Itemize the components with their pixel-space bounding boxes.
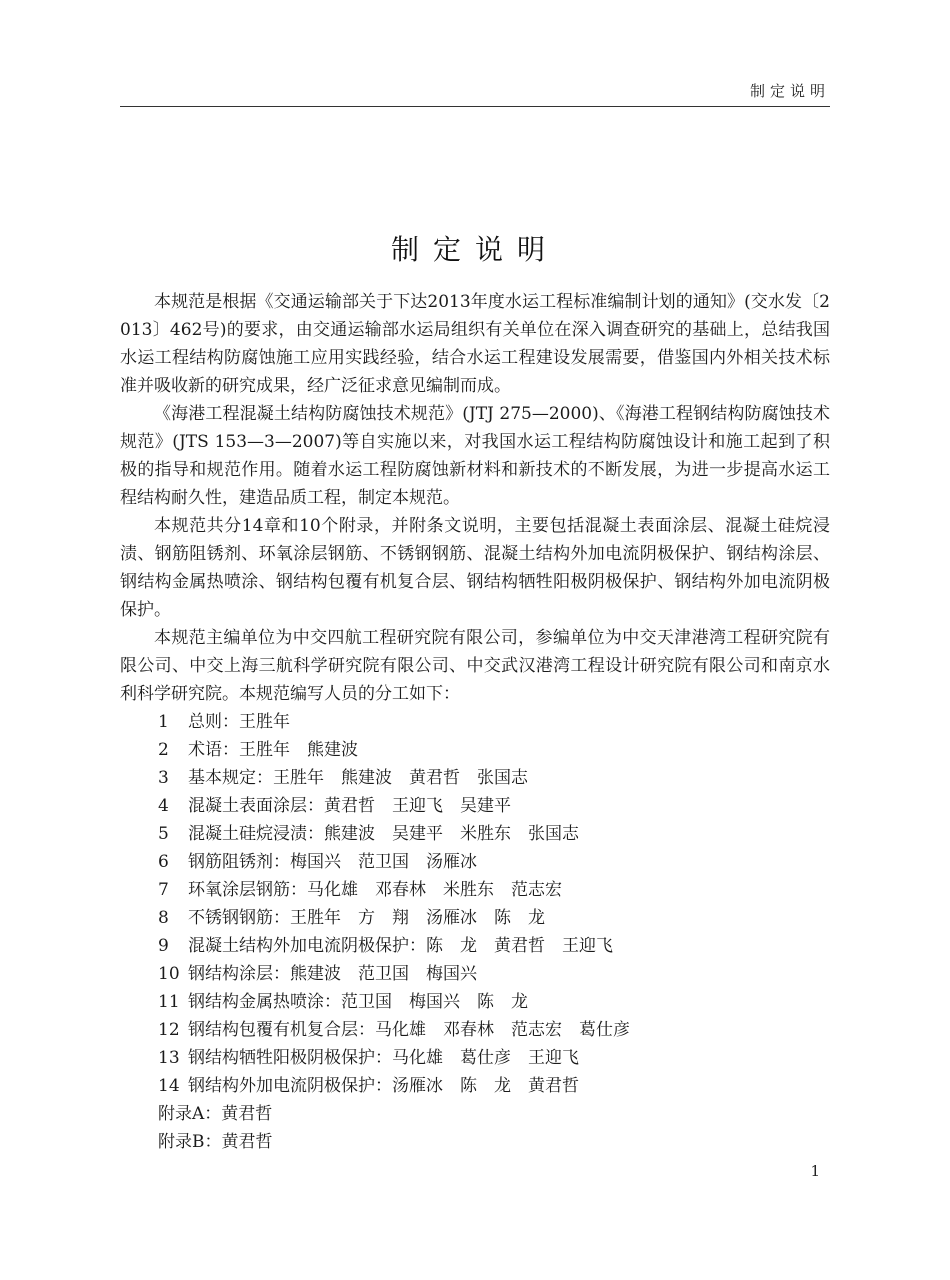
list-item-number: 11 <box>158 992 180 1012</box>
list-item-number: 13 <box>158 1048 180 1068</box>
list-item-number: 9 <box>158 936 169 956</box>
list-item-text: 混凝土表面涂层：黄君哲 王迎飞 吴建平 <box>188 796 511 816</box>
list-item-text: 术语：王胜年 熊建波 <box>188 740 358 760</box>
list-item <box>120 932 830 960</box>
appendix-item: 附录A：黄君哲 <box>158 1104 273 1124</box>
list-item-text: 混凝土硅烷浸渍：熊建波 吴建平 米胜东 张国志 <box>188 824 579 844</box>
list-item <box>120 1016 830 1044</box>
running-header: 制定说明 <box>749 82 830 100</box>
list-item-text: 总则：王胜年 <box>188 712 290 732</box>
list-item <box>120 764 830 792</box>
list-item-number: 3 <box>158 768 169 788</box>
page-title: 制定说明 <box>390 233 559 266</box>
list-item <box>120 736 830 764</box>
list-item-text: 钢结构牺牲阳极阴极保护：马化雄 葛仕彦 王迎飞 <box>188 1048 579 1068</box>
list-item-text: 钢结构涂层：熊建波 范卫国 梅国兴 <box>188 964 477 984</box>
list-item-text: 钢筋阻锈剂：梅国兴 范卫国 汤雁冰 <box>188 852 477 872</box>
page-number: 1 <box>810 1162 820 1180</box>
list-item-number: 7 <box>158 880 169 900</box>
list-item-number: 5 <box>158 824 169 844</box>
paragraph-authors: 本规范主编单位为中交四航工程研究院有限公司，参编单位为中交天津港湾工程研究院有限公司、中交上海三航科学研究院有限公司、中交武汉港湾工程设计研究院有限公司和南京水利科学研究院。本规范编写人员的分工如下： <box>120 628 830 704</box>
list-item <box>120 792 830 820</box>
list-item <box>120 876 830 904</box>
list-item-number: 8 <box>158 908 169 928</box>
paragraph-basis: 本规范是根据《交通运输部关于下达2013年度水运工程标准编制计划的通知》(交水发〔2013〕462号)的要求，由交通运输部水运局组织有关单位在深入调查研究的基础上，总结我国水运工程结构防腐蚀施工应用实践经验，结合水运工程建设发展需要，借鉴国内外相关技术标准并吸收新的研究成果，经广泛征求意见编制而成。 <box>120 292 830 396</box>
appendix-list <box>120 1100 830 1156</box>
list-item-number: 14 <box>158 1076 180 1096</box>
list-item <box>120 1072 830 1100</box>
list-item-number: 2 <box>158 740 169 760</box>
list-item <box>120 848 830 876</box>
list-item-text: 钢结构金属热喷涂：范卫国 梅国兴 陈 龙 <box>188 992 528 1012</box>
list-item-number: 10 <box>158 964 180 984</box>
list-item <box>120 820 830 848</box>
list-item-number: 1 <box>158 712 169 732</box>
list-item-text: 钢结构包覆有机复合层：马化雄 邓春林 范志宏 葛仕彦 <box>188 1020 630 1040</box>
list-item <box>120 904 830 932</box>
header-rule <box>120 106 830 107</box>
paragraph-history: 《海港工程混凝土结构防腐蚀技术规范》(JTJ 275—2000)、《海港工程钢结构防腐蚀技术规范》(JTS 153—3—2007)等自实施以来，对我国水运工程结构防腐蚀设计和施工起到了积极的指导和规范作用。随着水运工程防腐蚀新材料和新技术的不断发展，为进一步提高水运工程结构耐久性，建造品质工程，制定本规范。 <box>120 404 830 508</box>
appendix-item: 附录B：黄君哲 <box>158 1132 273 1152</box>
list-item-text: 混凝土结构外加电流阴极保护：陈 龙 黄君哲 王迎飞 <box>188 936 613 956</box>
list-item <box>120 708 830 736</box>
list-item <box>120 1044 830 1072</box>
list-item-text: 不锈钢钢筋：王胜年 方 翔 汤雁冰 陈 龙 <box>188 908 545 928</box>
body-text <box>120 288 830 1156</box>
list-item-number: 6 <box>158 852 169 872</box>
list-item-text: 钢结构外加电流阴极保护：汤雁冰 陈 龙 黄君哲 <box>188 1076 579 1096</box>
list-item <box>120 988 830 1016</box>
list-item-number: 4 <box>158 796 169 816</box>
list-item <box>120 960 830 988</box>
list-item-text: 基本规定：王胜年 熊建波 黄君哲 张国志 <box>188 768 528 788</box>
list-item-number: 12 <box>158 1020 180 1040</box>
assignment-list <box>120 708 830 1100</box>
paragraph-scope: 本规范共分14章和10个附录，并附条文说明，主要包括混凝土表面涂层、混凝土硅烷浸渍、钢筋阻锈剂、环氧涂层钢筋、不锈钢钢筋、混凝土结构外加电流阴极保护、钢结构涂层、钢结构金属热喷涂、钢结构包覆有机复合层、钢结构牺牲阳极阴极保护、钢结构外加电流阴极保护。 <box>120 516 830 620</box>
list-item-text: 环氧涂层钢筋：马化雄 邓春林 米胜东 范志宏 <box>188 880 562 900</box>
